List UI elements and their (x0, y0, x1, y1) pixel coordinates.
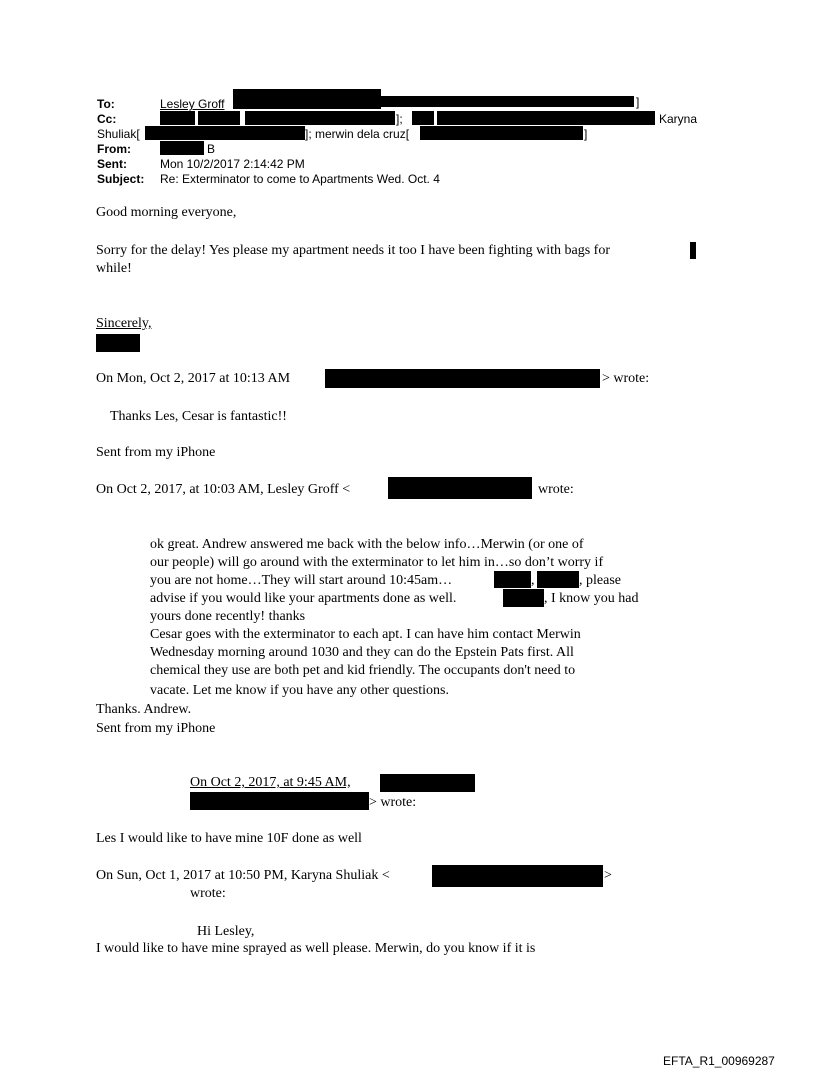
quote-line: advise if you would like your apartments done as well. (150, 591, 457, 606)
quote-greeting: Hi Lesley, (197, 924, 255, 939)
quote-header-tail: > wrote: (602, 371, 650, 386)
redaction-block (190, 792, 369, 810)
quote-header-tail: wrote: (538, 482, 574, 497)
redaction-block (325, 369, 433, 388)
quote-header: On Oct 2, 2017, at 10:03 AM, Lesley Groff < (96, 482, 351, 497)
redaction-block (537, 571, 579, 588)
redaction-block (388, 477, 532, 499)
quote-line: vacate. Let me know if you have any other questions. (150, 683, 449, 698)
quote-header-wrote: wrote: (190, 886, 226, 901)
quote-header: On Oct 2, 2017, at 9:45 AM, (190, 775, 351, 790)
signature-line: Sent from my iPhone (96, 445, 216, 460)
quote-line: ok great. Andrew answered me back with the below info…Merwin (or one of (150, 537, 584, 552)
redaction-block (503, 589, 544, 607)
redaction-block (233, 89, 381, 109)
quote-text: Thanks Les, Cesar is fantastic!! (110, 409, 287, 424)
redaction-block (198, 111, 240, 125)
quote-header-tail: > (604, 868, 612, 883)
cc-name-karyna: Karyna (659, 112, 698, 126)
sent-label: Sent: (97, 157, 127, 171)
paragraph-line: Sorry for the delay! Yes please my apartment needs it too I have been fighting with bags for (96, 243, 610, 258)
redaction-block (433, 369, 600, 388)
cc-shuliak: Shuliak[ (97, 127, 140, 141)
redaction-block (494, 571, 531, 588)
sign-off: Sincerely, (96, 316, 152, 331)
redaction-block (160, 111, 195, 125)
cc-separator: ]; (396, 112, 403, 126)
subject-value: Re: Exterminator to come to Apartments Wed. Oct. 4 (160, 172, 440, 186)
redaction-block (690, 242, 696, 259)
quote-signoff: Thanks. Andrew. (96, 702, 192, 717)
quote-tail: , please (579, 573, 621, 588)
cc-merwin: ]; merwin dela cruz[ (305, 127, 410, 141)
redaction-block (412, 111, 434, 125)
quote-header: On Sun, Oct 1, 2017 at 10:50 PM, Karyna Shuliak < (96, 868, 390, 883)
paragraph-line: while! (96, 261, 132, 276)
from-value: B (207, 142, 216, 156)
quote-line: Cesar goes with the exterminator to each apt. I can have him contact Merwin (150, 627, 581, 642)
redaction-block (96, 334, 140, 352)
redaction-block (245, 111, 395, 125)
quote-text: I would like to have mine sprayed as well please. Merwin, do you know if it is (96, 941, 536, 956)
redaction-block (160, 141, 204, 155)
document-id: EFTA_R1_00969287 (663, 1054, 775, 1068)
cc-label: Cc: (97, 112, 117, 126)
to-value: Lesley Groff (160, 97, 225, 111)
quote-line: yours done recently! thanks (150, 609, 306, 624)
quote-line: Wednesday morning around 1030 and they can do the Epstein Pats first. All (150, 645, 574, 660)
quote-line: chemical they use are both pet and kid friendly. The occupants don't need to (150, 663, 576, 678)
to-label: To: (97, 97, 115, 111)
sent-value: Mon 10/2/2017 2:14:42 PM (160, 157, 305, 171)
redaction-block (145, 126, 305, 140)
quote-line: our people) will go around with the exterminator to let him in…so don’t worry if (150, 555, 604, 570)
to-bracket: ] (636, 95, 640, 109)
quote-tail: , I know you had (544, 591, 639, 606)
cc-close-bracket: ] (584, 127, 588, 141)
quote-header-tail: > wrote: (369, 795, 417, 810)
from-label: From: (97, 142, 131, 156)
greeting: Good morning everyone, (96, 205, 237, 220)
quote-line: you are not home…They will start around 10:45am… (150, 573, 453, 588)
subject-label: Subject: (97, 172, 145, 186)
redaction-block (380, 774, 475, 792)
signature-line: Sent from my iPhone (96, 721, 216, 736)
quote-header: On Mon, Oct 2, 2017 at 10:13 AM (96, 371, 291, 386)
redaction-block (437, 111, 655, 125)
redaction-block (420, 126, 583, 140)
redaction-block (374, 96, 634, 107)
quote-text: Les I would like to have mine 10F done as well (96, 831, 362, 846)
quote-comma: , (531, 573, 535, 588)
redaction-block (432, 865, 603, 887)
